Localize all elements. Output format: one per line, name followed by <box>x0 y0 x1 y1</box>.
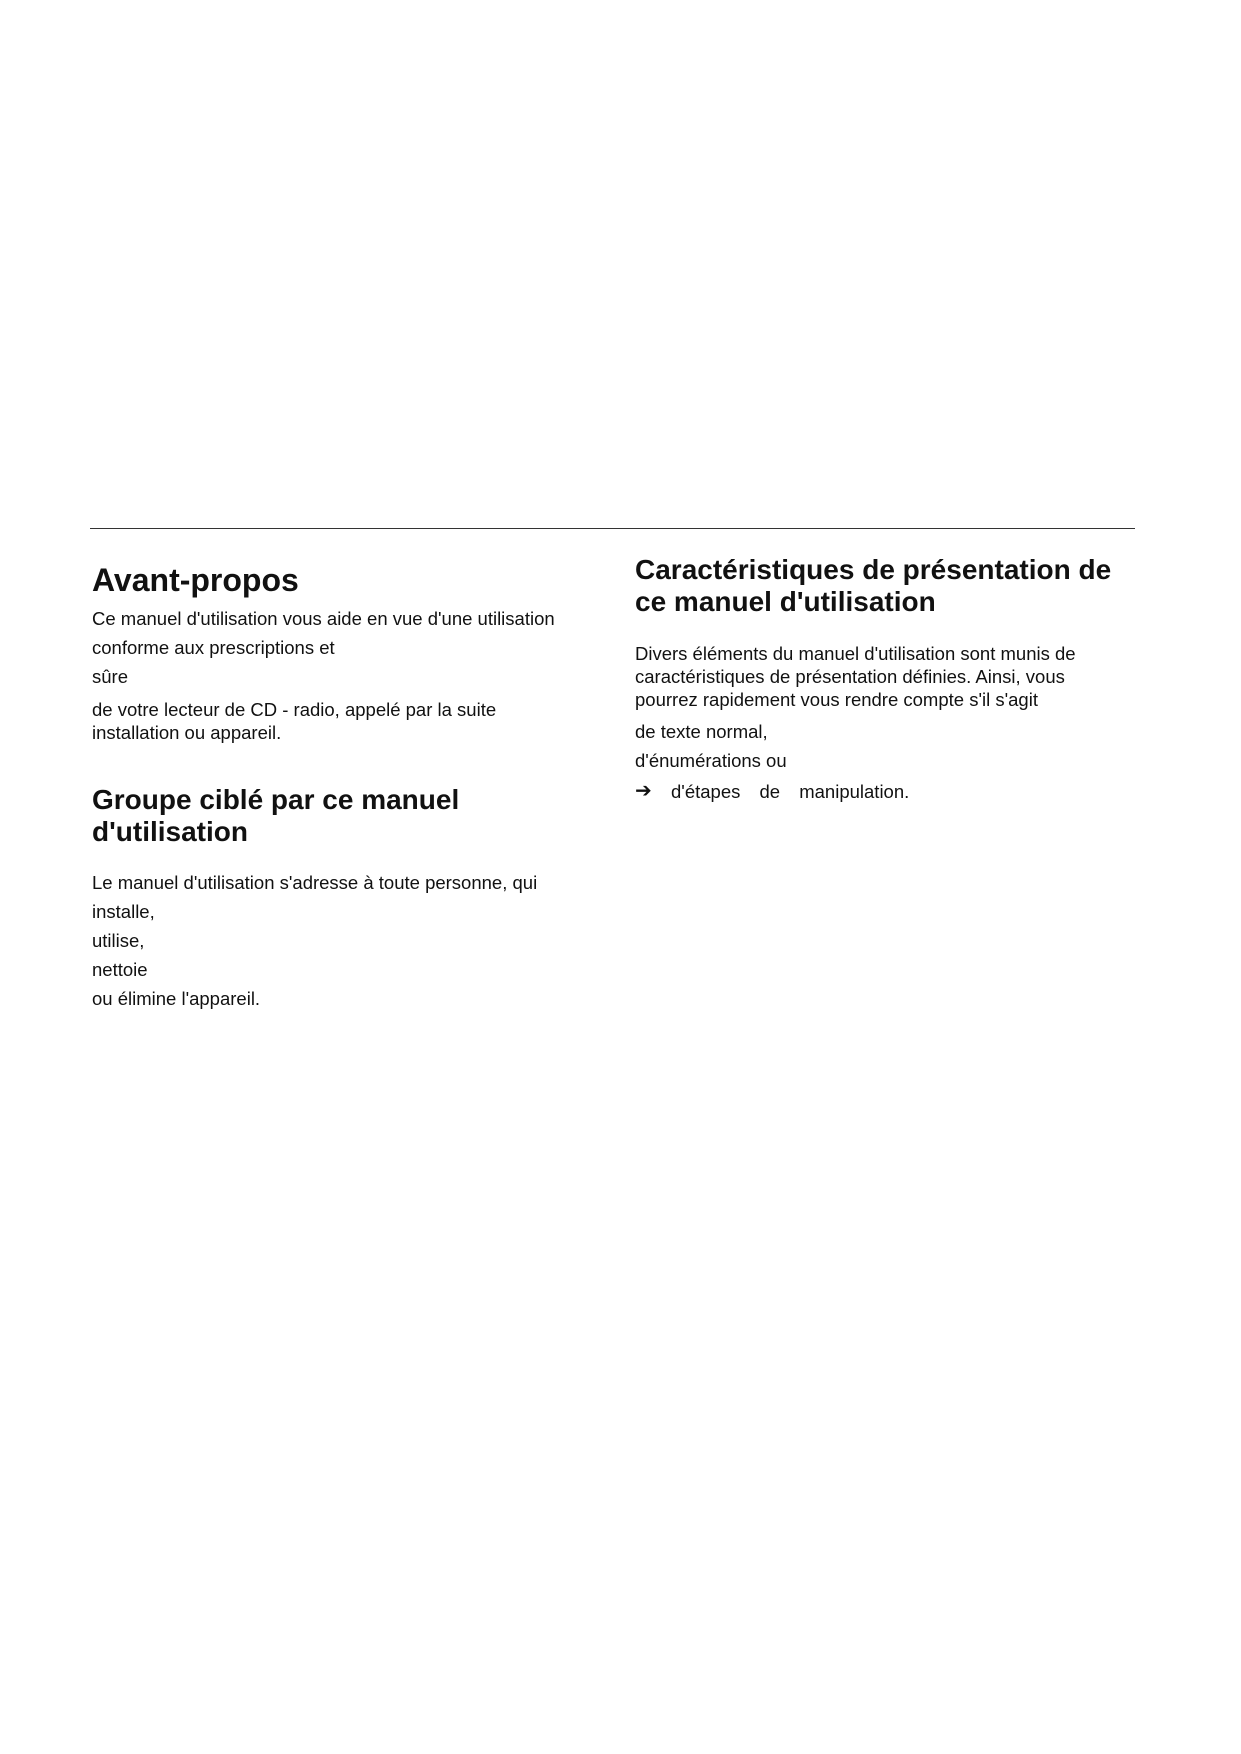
presentation-item-enumerations: d'énumérations ou <box>635 750 787 771</box>
presentation-para-line-1: Divers éléments du manuel d'utilisation sont munis de <box>635 643 1076 664</box>
horizontal-rule <box>90 528 1135 529</box>
presentation-para-line-2: caractéristiques de présentation définies. Ainsi, vous <box>635 666 1065 687</box>
target-group-item: ou élimine l'appareil. <box>92 988 261 1009</box>
heading-presentation-line-2: ce manuel d'utilisation <box>635 586 936 617</box>
foreword-line-5: installation ou appareil. <box>92 722 282 743</box>
heading-presentation-line-1: Caractéristiques de présentation de <box>635 554 1112 585</box>
target-group-item: installe, <box>92 901 155 922</box>
heading-avant-propos: Avant-propos <box>92 562 299 598</box>
presentation-item-normal-text: de texte normal, <box>635 721 768 742</box>
heading-target-group-line-1: Groupe ciblé par ce manuel <box>92 784 460 815</box>
foreword-line-2: conforme aux prescriptions et <box>92 637 335 658</box>
presentation-item-steps <box>635 777 1135 806</box>
foreword-line-3: sûre <box>92 666 128 687</box>
foreword-line-1: Ce manuel d'utilisation vous aide en vue d'une utilisation <box>92 608 555 629</box>
step-text: d'étapes de manipulation. <box>671 781 910 802</box>
heading-target-group-line-2: d'utilisation <box>92 816 248 847</box>
arrow-right-icon: ➔ <box>635 780 652 802</box>
target-group-item: utilise, <box>92 930 145 951</box>
target-group-intro: Le manuel d'utilisation s'adresse à toute personne, qui <box>92 872 538 893</box>
presentation-para-line-3: pourrez rapidement vous rendre compte s'il s'agit <box>635 689 1038 710</box>
right-column <box>635 554 1135 806</box>
foreword-line-4: de votre lecteur de CD - radio, appelé par la suite <box>92 699 497 720</box>
left-column <box>92 558 612 1013</box>
target-group-item: nettoie <box>92 959 148 980</box>
